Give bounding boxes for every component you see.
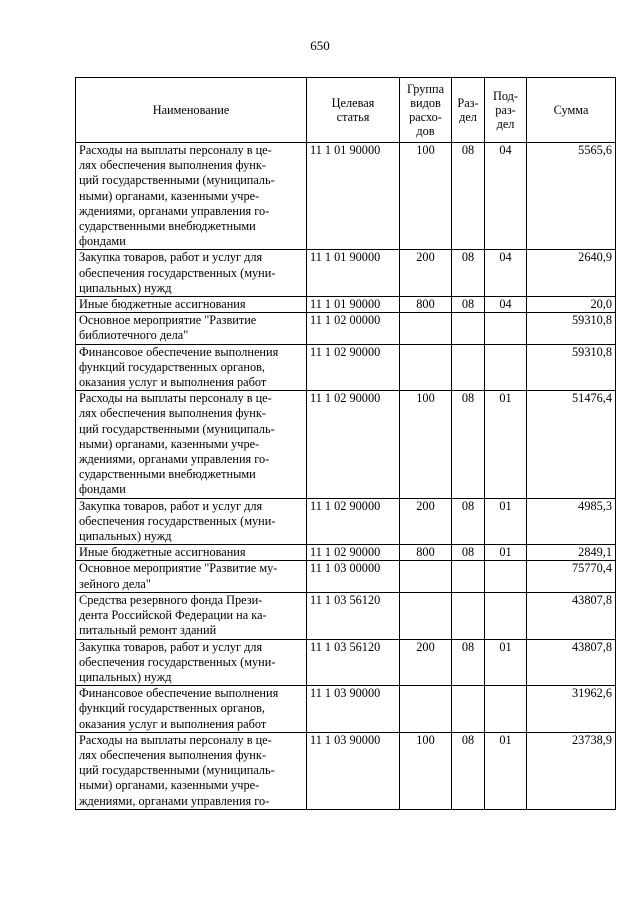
cell-sum: 4985,3 [527, 498, 616, 545]
cell-expense-group: 100 [400, 143, 452, 250]
cell-name: Закупка товаров, работ и услуг для обеспечения государственных (муни- ципальных) нужд [76, 498, 307, 545]
cell-subsection [485, 344, 527, 391]
cell-name: Закупка товаров, работ и услуг для обеспечения государственных (муни- ципальных) нужд [76, 639, 307, 686]
cell-target-article: 11 1 02 90000 [307, 545, 400, 561]
cell-section: 08 [452, 143, 485, 250]
cell-sum: 59310,8 [527, 313, 616, 344]
cell-name: Иные бюджетные ассигнования [76, 545, 307, 561]
cell-target-article: 11 1 01 90000 [307, 143, 400, 250]
table-row [76, 250, 616, 297]
cell-sum: 31962,6 [527, 686, 616, 733]
table-row [76, 639, 616, 686]
cell-target-article: 11 1 03 56120 [307, 592, 400, 639]
table-body [76, 143, 616, 810]
cell-name: Иные бюджетные ассигнования [76, 297, 307, 313]
cell-name: Расходы на выплаты персоналу в це- лях обеспечения выполнения функ- ций государственными (муниципаль- ными) органами, казенными учре- ждениями, органами управления го- сударственными внебюджетными фондами [76, 143, 307, 250]
header-sum: Сумма [527, 78, 616, 143]
cell-name: Основное мероприятие "Развитие му- зейного дела" [76, 561, 307, 592]
cell-subsection: 04 [485, 297, 527, 313]
cell-sum: 59310,8 [527, 344, 616, 391]
cell-expense-group: 200 [400, 498, 452, 545]
cell-subsection [485, 313, 527, 344]
cell-expense-group [400, 344, 452, 391]
header-target-article: Целевая статья [307, 78, 400, 143]
cell-section: 08 [452, 391, 485, 498]
table-row [76, 313, 616, 344]
cell-section [452, 592, 485, 639]
page-number: 650 [310, 38, 330, 53]
cell-name: Финансовое обеспечение выполнения функций государственных органов, оказания услуг и выполнения работ [76, 686, 307, 733]
table-row [76, 344, 616, 391]
cell-section: 08 [452, 250, 485, 297]
table-row [76, 592, 616, 639]
table-row [76, 545, 616, 561]
cell-expense-group [400, 686, 452, 733]
cell-section: 08 [452, 639, 485, 686]
cell-name: Основное мероприятие "Развитие библиотечного дела" [76, 313, 307, 344]
cell-target-article: 11 1 03 90000 [307, 686, 400, 733]
header-name: Наименование [76, 78, 307, 143]
table-row [76, 686, 616, 733]
cell-section [452, 561, 485, 592]
cell-subsection [485, 592, 527, 639]
cell-sum: 23738,9 [527, 732, 616, 809]
cell-sum: 51476,4 [527, 391, 616, 498]
cell-expense-group: 200 [400, 250, 452, 297]
cell-section: 08 [452, 498, 485, 545]
cell-subsection: 01 [485, 391, 527, 498]
cell-expense-group [400, 561, 452, 592]
cell-sum: 2849,1 [527, 545, 616, 561]
cell-sum: 75770,4 [527, 561, 616, 592]
cell-name: Средства резервного фонда Прези- дента Российской Федерации на ка- питальный ремонт зданий [76, 592, 307, 639]
cell-sum: 2640,9 [527, 250, 616, 297]
cell-expense-group: 800 [400, 545, 452, 561]
table-row [76, 391, 616, 498]
cell-expense-group [400, 592, 452, 639]
cell-expense-group: 100 [400, 732, 452, 809]
cell-sum: 43807,8 [527, 592, 616, 639]
cell-target-article: 11 1 01 90000 [307, 297, 400, 313]
cell-target-article: 11 1 02 90000 [307, 498, 400, 545]
table-header-row [76, 78, 616, 143]
cell-sum: 43807,8 [527, 639, 616, 686]
cell-subsection: 04 [485, 143, 527, 250]
table-row [76, 561, 616, 592]
cell-subsection: 04 [485, 250, 527, 297]
cell-name: Финансовое обеспечение выполнения функций государственных органов, оказания услуг и выполнения работ [76, 344, 307, 391]
cell-target-article: 11 1 01 90000 [307, 250, 400, 297]
header-expense-group: Группа видов расхо- дов [400, 78, 452, 143]
cell-section [452, 686, 485, 733]
cell-name: Закупка товаров, работ и услуг для обеспечения государственных (муни- ципальных) нужд [76, 250, 307, 297]
cell-name: Расходы на выплаты персоналу в це- лях обеспечения выполнения функ- ций государственными (муниципаль- ными) органами, казенными учре- ждениями, органами управления го- [76, 732, 307, 809]
cell-section: 08 [452, 297, 485, 313]
cell-subsection: 01 [485, 639, 527, 686]
cell-section [452, 344, 485, 391]
table-row [76, 732, 616, 809]
cell-sum: 5565,6 [527, 143, 616, 250]
table-row [76, 143, 616, 250]
header-section: Раз- дел [452, 78, 485, 143]
cell-expense-group [400, 313, 452, 344]
cell-target-article: 11 1 02 90000 [307, 344, 400, 391]
cell-section: 08 [452, 732, 485, 809]
cell-expense-group: 200 [400, 639, 452, 686]
cell-section [452, 313, 485, 344]
cell-target-article: 11 1 02 90000 [307, 391, 400, 498]
cell-expense-group: 800 [400, 297, 452, 313]
cell-section: 08 [452, 545, 485, 561]
cell-subsection: 01 [485, 545, 527, 561]
cell-target-article: 11 1 03 00000 [307, 561, 400, 592]
cell-subsection: 01 [485, 498, 527, 545]
header-subsection: Под- раз- дел [485, 78, 527, 143]
cell-target-article: 11 1 03 90000 [307, 732, 400, 809]
cell-target-article: 11 1 03 56120 [307, 639, 400, 686]
cell-sum: 20,0 [527, 297, 616, 313]
table-row [76, 498, 616, 545]
budget-table [75, 77, 616, 810]
cell-target-article: 11 1 02 00000 [307, 313, 400, 344]
cell-expense-group: 100 [400, 391, 452, 498]
table-row [76, 297, 616, 313]
cell-subsection [485, 561, 527, 592]
cell-subsection [485, 686, 527, 733]
cell-name: Расходы на выплаты персоналу в це- лях обеспечения выполнения функ- ций государственными (муниципаль- ными) органами, казенными учре- ждениями, органами управления го- сударственными внебюджетными фондами [76, 391, 307, 498]
cell-subsection: 01 [485, 732, 527, 809]
